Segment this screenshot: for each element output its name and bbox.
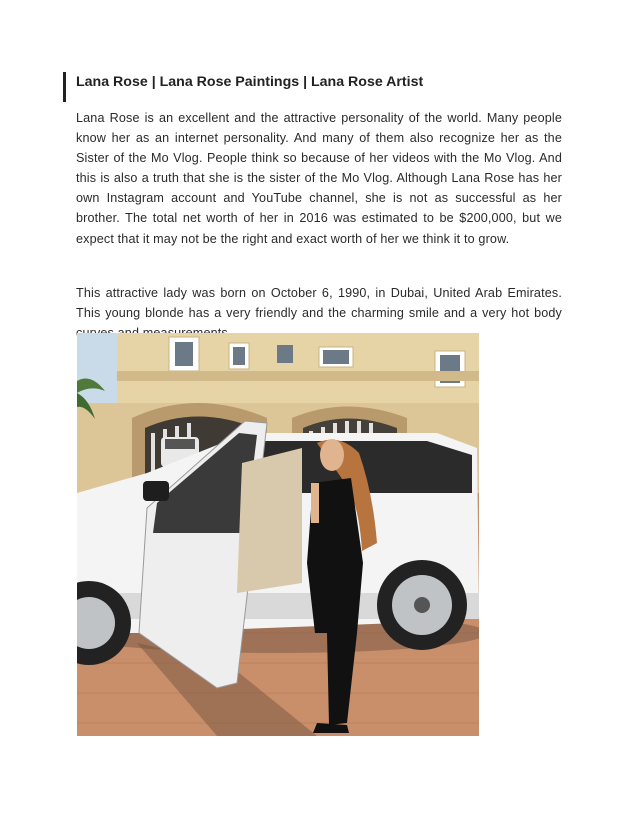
page-title: Lana Rose | Lana Rose Paintings | Lana Rose Artist <box>76 74 424 90</box>
title-rule <box>63 72 66 102</box>
photo-woman-with-car <box>77 333 479 736</box>
paragraph-intro: Lana Rose is an excellent and the attractive personality of the world. Many people know her as an internet personality. And many of them also recognize her as the Sister of the Mo Vlog. People think so because of her videos with the Mo Vlog. And this is also a truth that she is the sister of the Mo Vlog. Although Lana Rose has her own Instagram account and YouTube channel, she is not as successful as her brother. The total net worth of her in 2016 was estimated to be $200,000, but we expect that it may not be the right and exact worth of her we think it to grow. <box>76 111 562 246</box>
paragraph-birth: This attractive lady was born on October 6, 1990, in Dubai, United Arab Emirates. This young blonde has a very friendly and the charming smile and a very hot body <box>76 286 562 321</box>
